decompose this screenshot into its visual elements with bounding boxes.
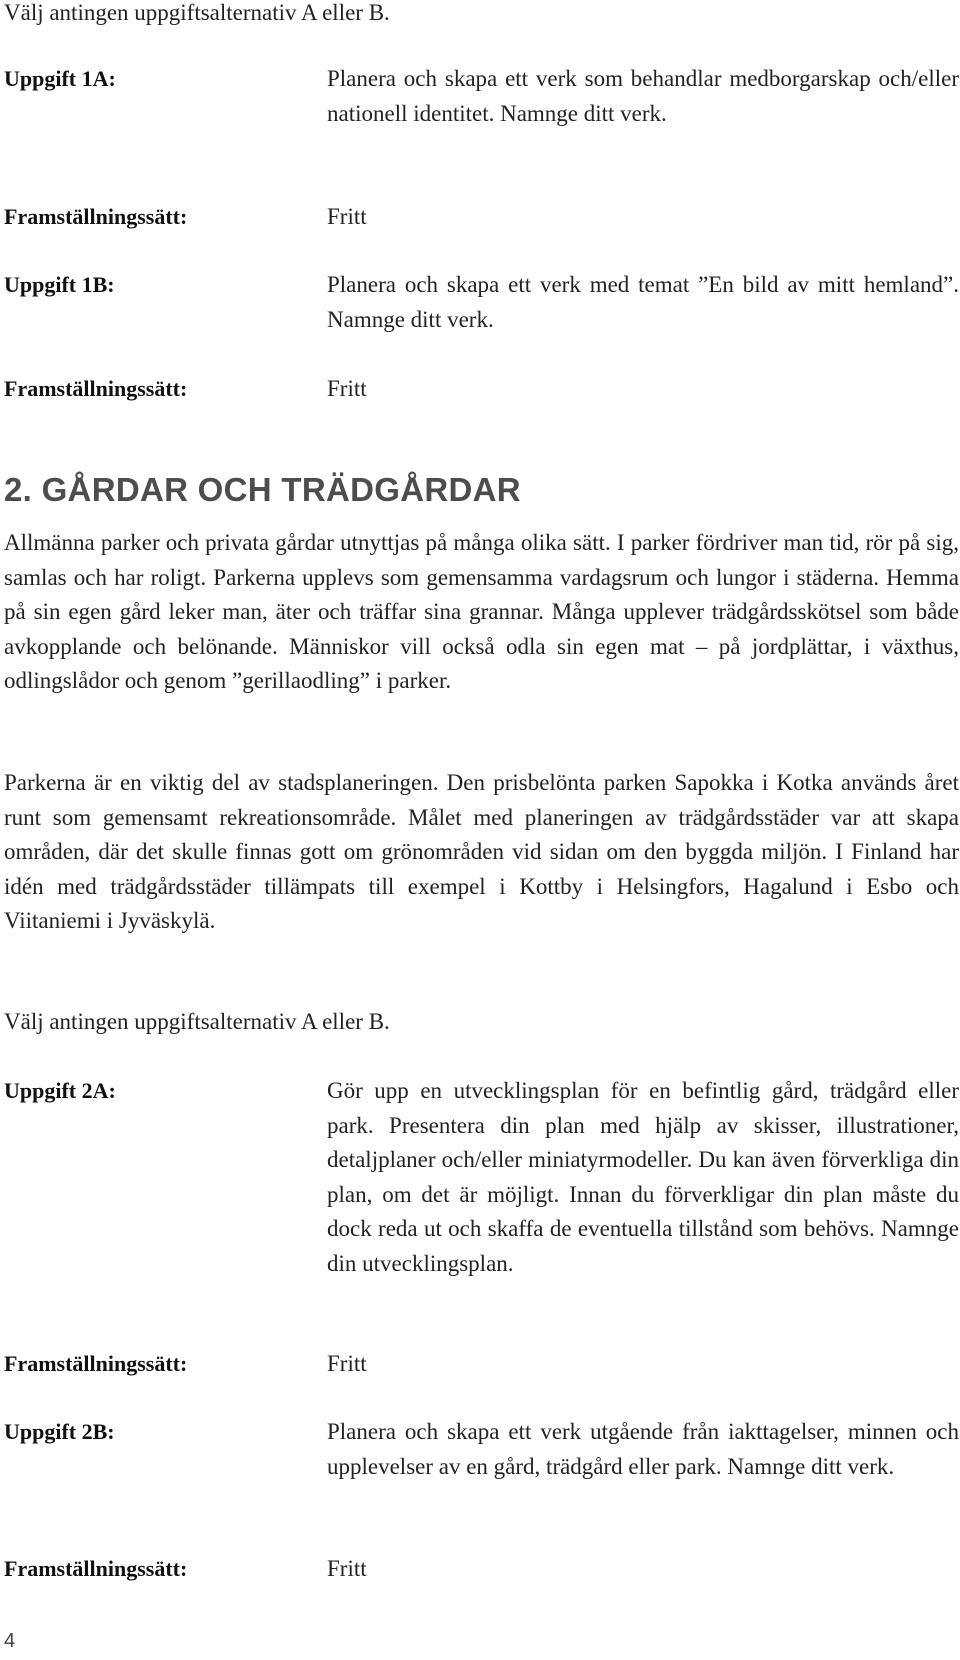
method-1a-label: Framställningssätt: [4, 204, 188, 229]
paragraph-1: Allmänna parker och privata gårdar utnyttjas på många olika sätt. I parker fördriver man tid, rör på sig, samlas och har roligt. Parkerna upplevs som gemensamma vardagsrum och lungor i städerna. Hemma på sin egen gård leker man, äter och träffar sina grannar. Många upplever trädgårdsskötsel som både avkopplande och belönande. Människor vill också odla sin egen mat – på jordplättar, i växthus, odlingslådor och genom ”gerillaodling” i parker. [4, 530, 959, 694]
intro-choice-text: Välj antingen uppgiftsalternativ A eller B. [4, 0, 390, 25]
method-1b-label: Framställningssätt: [4, 376, 188, 401]
method-2b-value: Fritt [327, 1556, 367, 1581]
method-1a-value: Fritt [327, 204, 367, 229]
method-1b-value: Fritt [327, 376, 367, 401]
method-2b-label: Framställningssätt: [4, 1556, 188, 1581]
task-1a-text: Planera och skapa ett verk som behandlar medborgarskap och/eller nationell identitet. Namnge ditt verk. [327, 66, 959, 126]
task-1a-label: Uppgift 1A: [4, 66, 116, 91]
method-2a-value: Fritt [327, 1351, 367, 1376]
task-2b-text: Planera och skapa ett verk utgående från iakttagelser, minnen och upplevelser av en gård, trädgård eller park. Namnge ditt verk. [327, 1419, 959, 1479]
task-2b-label: Uppgift 2B: [4, 1419, 115, 1444]
task-2a-text: Gör upp en utvecklingsplan för en befintlig gård, trädgård eller park. Presentera din plan med hjälp av skisser, illustrationer, detaljplaner och/eller miniatyrmodeller. Du kan även förverkliga din plan, om det är möjligt. Innan du förverkligar din plan måste du dock reda ut och skaffa de eventuella tillstånd som behövs. Namnge din utvecklingsplan. [327, 1078, 959, 1276]
paragraph-2: Parkerna är en viktig del av stadsplaneringen. Den prisbelönta parken Sapokka i Kotka används året runt som gemensamt rekreationsområde. Målet med planeringen av trädgårdsstäder var att skapa områden, där det skulle finnas gott om grönområden vid sidan om den byggda miljön. I Finland har idén med trädgårdsstäder tillämpats till exempel i Kottby i Helsingfors, Hagalund i Esbo och Viitaniemi i Jyväskylä. [4, 770, 959, 934]
section2-choice-text: Välj antingen uppgiftsalternativ A eller B. [4, 1009, 390, 1034]
method-2a-label: Framställningssätt: [4, 1351, 188, 1376]
task-1b-text: Planera och skapa ett verk med temat ”En bild av mitt hemland”. Namnge ditt verk. [327, 272, 959, 332]
page-number: 4 [4, 1630, 16, 1652]
task-2a-label: Uppgift 2A: [4, 1078, 116, 1103]
section-heading: 2. GÅRDAR OCH TRÄDGÅRDAR [4, 471, 521, 508]
task-1b-label: Uppgift 1B: [4, 272, 115, 297]
